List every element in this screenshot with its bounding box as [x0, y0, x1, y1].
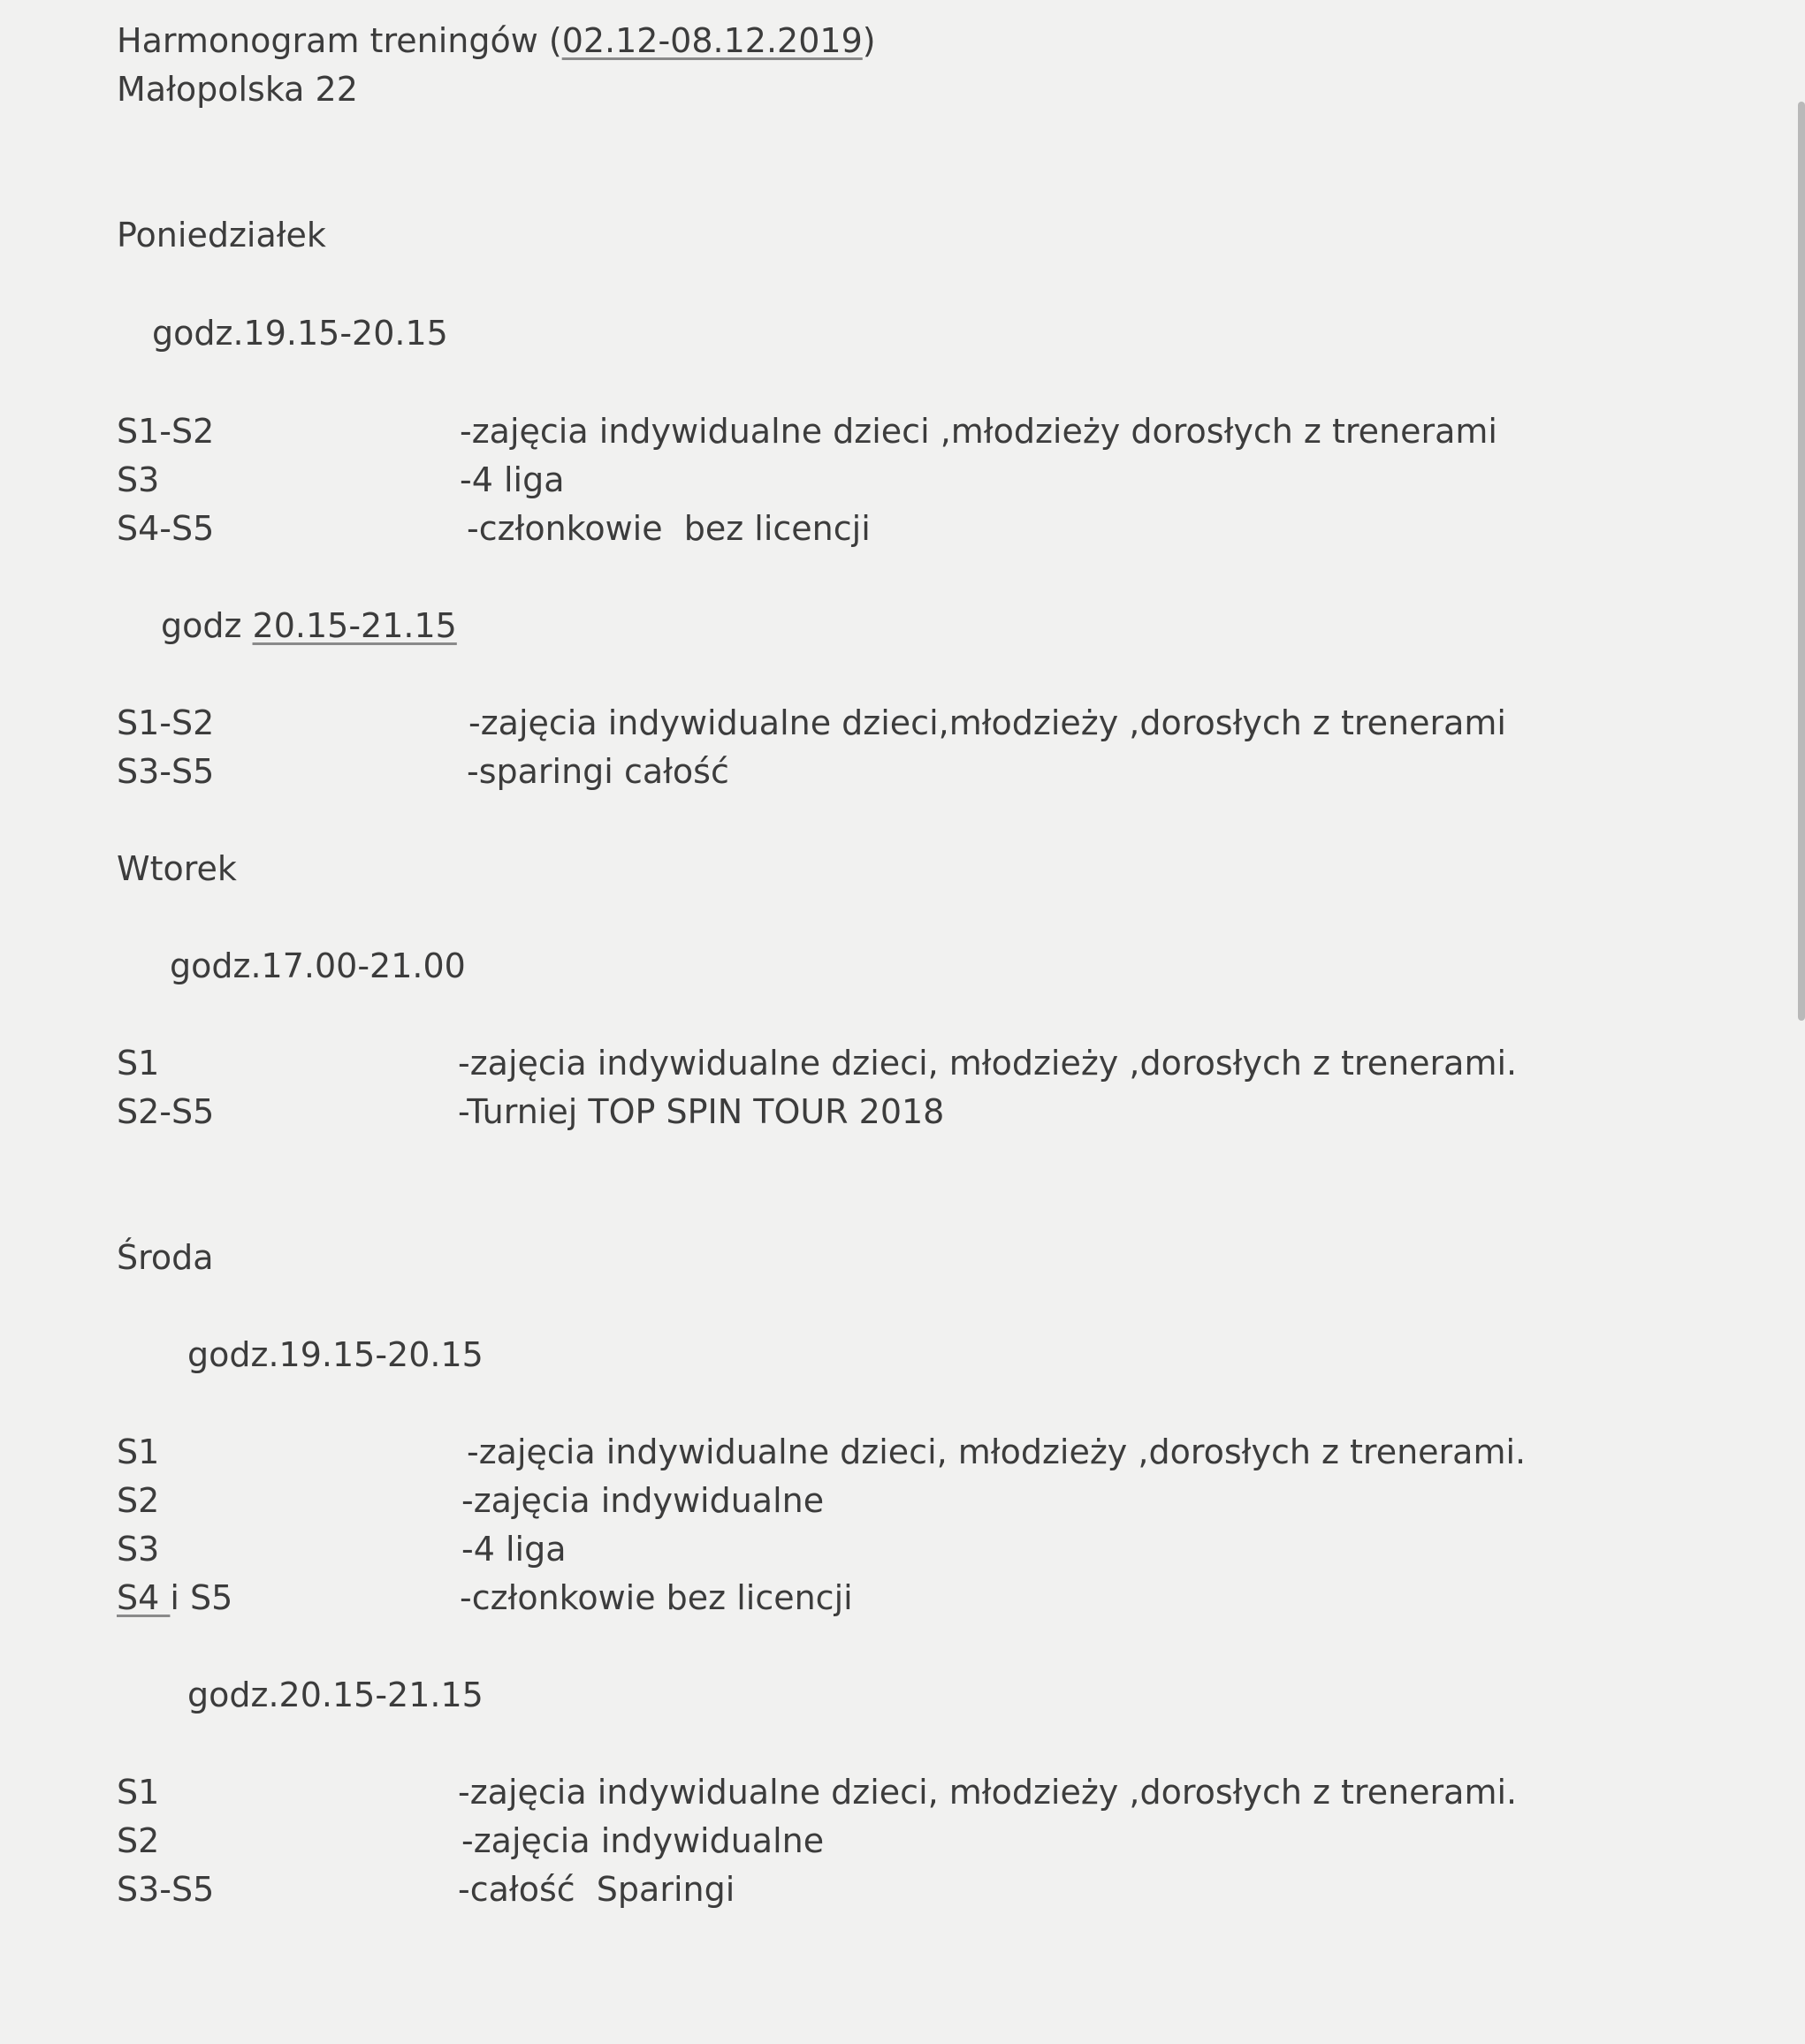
- activity-description: -zajęcia indywidualne: [461, 1481, 825, 1520]
- day-heading: Wtorek: [117, 849, 237, 888]
- activity-description: -członkowie bez licencji: [467, 509, 871, 548]
- activity-description: -zajęcia indywidualne dzieci ,młodzieży dorosłych z trenerami: [460, 412, 1497, 451]
- activity-description: -zajęcia indywidualne: [461, 1821, 825, 1860]
- court-slot: S3-S5: [117, 1870, 215, 1909]
- activity-description: -zajęcia indywidualne dzieci, młodzieży ,dorosłych z trenerami.: [467, 1432, 1527, 1471]
- vertical-scrollbar[interactable]: [1798, 102, 1805, 1021]
- time-prefix: godz.: [152, 314, 244, 353]
- court-slot: S2-S5: [117, 1092, 215, 1131]
- time-prefix: godz: [161, 606, 253, 645]
- time-range: 19.15-20.15: [278, 1335, 484, 1374]
- time-prefix: godz.: [170, 946, 262, 985]
- court-slot: S2: [117, 1481, 160, 1520]
- day-heading: Środa: [117, 1238, 214, 1277]
- court-slot-underlined: S4: [117, 1578, 171, 1617]
- schedule-row: [117, 506, 1708, 551]
- activity-description: -Turniej TOP SPIN TOUR 2018: [458, 1092, 945, 1131]
- time-prefix: godz.: [187, 1675, 279, 1714]
- court-slot: S2: [117, 1821, 160, 1860]
- court-slot: [117, 1576, 232, 1620]
- schedule-row: [117, 1041, 1708, 1085]
- schedule-row: [117, 458, 1708, 502]
- schedule-row: [117, 1819, 1708, 1863]
- activity-description: -4 liga: [460, 460, 565, 499]
- time-heading: [187, 1673, 484, 1717]
- schedule-row: [117, 749, 1708, 794]
- location: Małopolska 22: [117, 70, 358, 109]
- activity-description: -4 liga: [461, 1530, 567, 1569]
- title-prefix: Harmonogram treningów (: [117, 21, 562, 60]
- schedule-row: [117, 1770, 1708, 1814]
- court-slot: S3: [117, 1530, 160, 1569]
- schedule-row: [117, 1527, 1708, 1571]
- time-range: 20.15-21.15: [278, 1675, 484, 1714]
- time-heading: [161, 604, 457, 648]
- time-range: 20.15-21.15: [252, 606, 457, 645]
- activity-description: -członkowie bez licencji: [460, 1578, 853, 1617]
- time-heading: [152, 311, 448, 355]
- schedule-row: [117, 1576, 1708, 1620]
- time-prefix: godz.: [187, 1335, 279, 1374]
- activity-description: -zajęcia indywidualne dzieci, młodzieży ,dorosłych z trenerami.: [458, 1044, 1518, 1083]
- court-slot: S1-S2: [117, 412, 215, 451]
- schedule-row: [117, 409, 1708, 453]
- court-slot: S1: [117, 1432, 160, 1471]
- schedule-row: [117, 1478, 1708, 1523]
- court-slot: S3-S5: [117, 752, 215, 791]
- time-heading: [187, 1333, 484, 1377]
- time-range: 17.00-21.00: [261, 946, 466, 985]
- activity-description: -zajęcia indywidualne dzieci, młodzieży ,dorosłych z trenerami.: [458, 1773, 1518, 1812]
- activity-description: -zajęcia indywidualne dzieci,młodzieży ,dorosłych z trenerami: [468, 703, 1506, 742]
- court-slot: S1: [117, 1773, 160, 1812]
- title-dates: 02.12-08.12.2019: [561, 21, 863, 60]
- court-slot: S4-S5: [117, 509, 215, 548]
- schedule-row: [117, 1867, 1708, 1911]
- schedule-row: [117, 1430, 1708, 1474]
- court-slot: S3: [117, 460, 160, 499]
- schedule-row: [117, 701, 1708, 745]
- court-slot: S1-S2: [117, 703, 215, 742]
- time-range: 19.15-20.15: [243, 314, 448, 353]
- activity-description: -całość Sparingi: [458, 1870, 735, 1909]
- schedule-row: [117, 1090, 1708, 1134]
- note-title: [117, 19, 876, 63]
- time-heading: [170, 944, 466, 988]
- court-slot: S1: [117, 1044, 160, 1083]
- activity-description: -sparingi całość: [467, 752, 729, 791]
- court-slot-rest: i S5: [170, 1578, 233, 1617]
- title-suffix: ): [862, 21, 876, 60]
- day-heading: Poniedziałek: [117, 216, 326, 255]
